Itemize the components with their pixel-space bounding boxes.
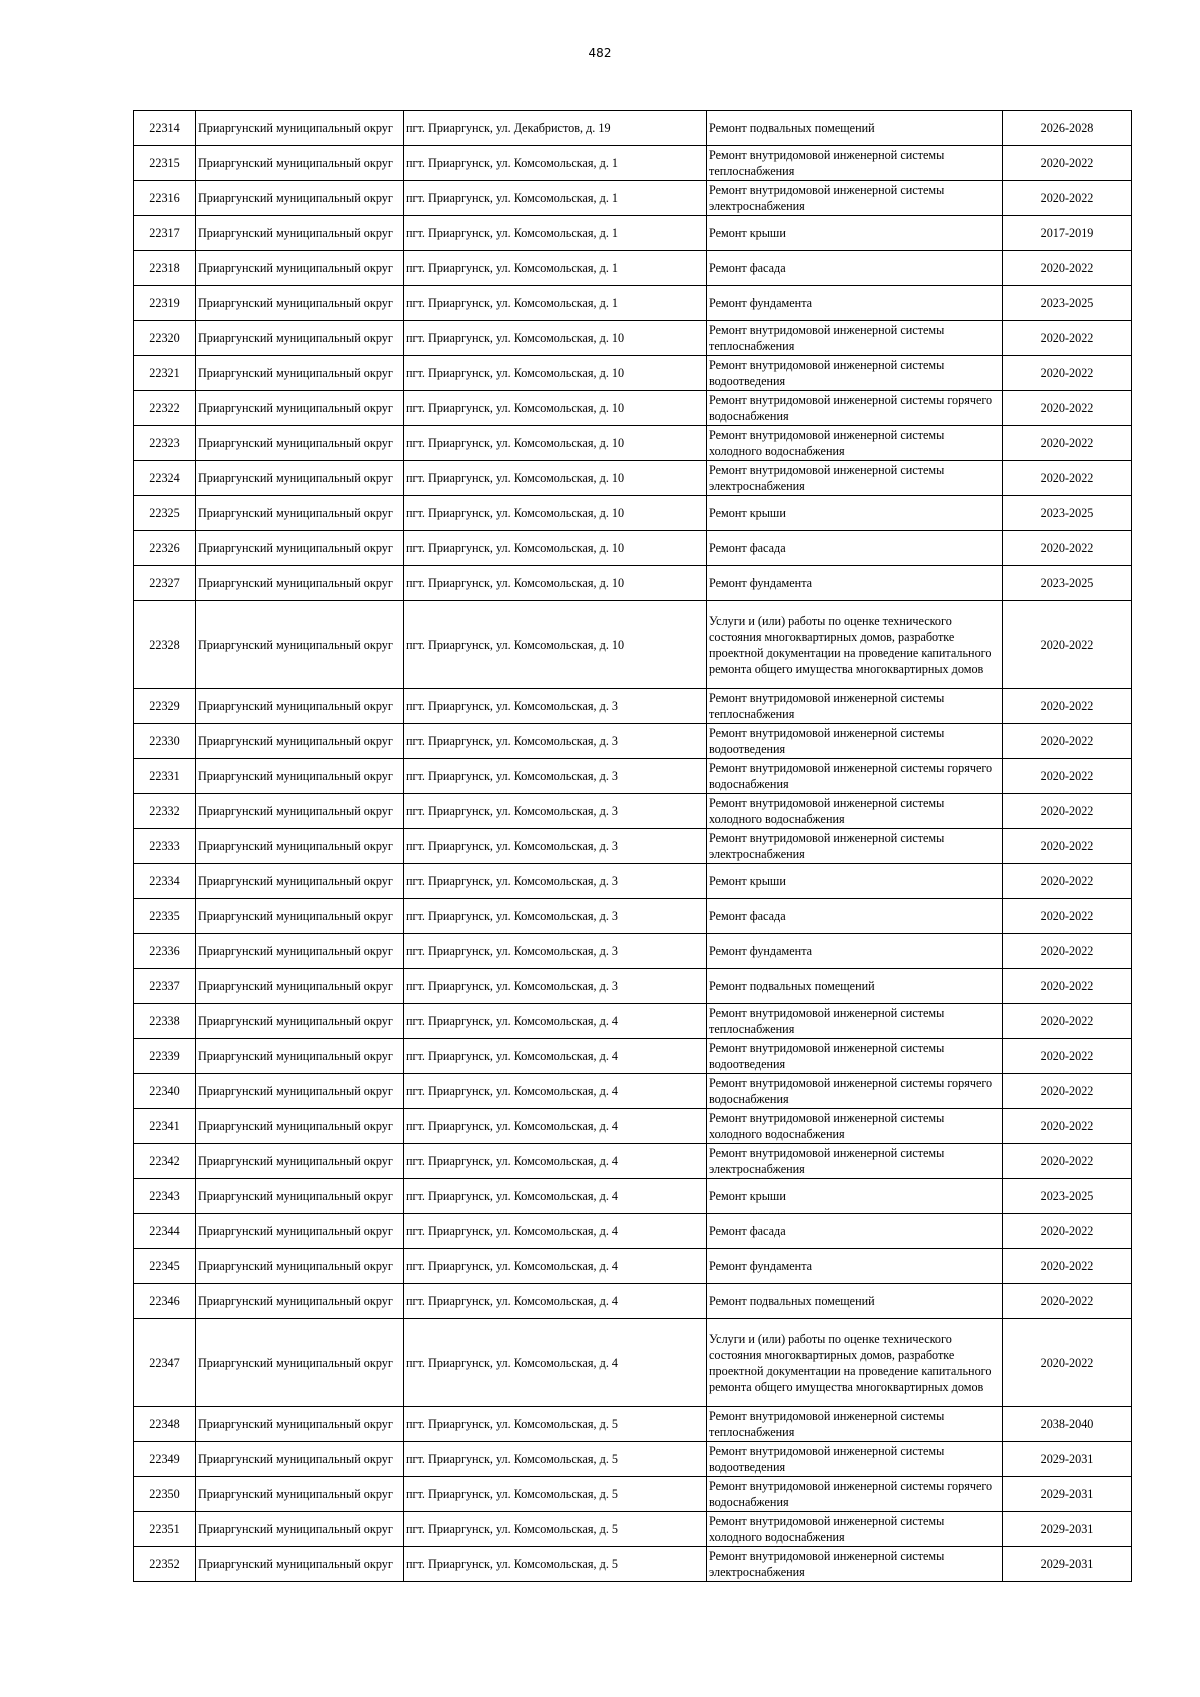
address-cell: пгт. Приаргунск, ул. Комсомольская, д. 4	[404, 1284, 707, 1319]
period-cell: 2023-2025	[1003, 566, 1132, 601]
table-row	[134, 426, 1132, 461]
row-number-cell: 22337	[134, 969, 196, 1004]
district-cell: Приаргунский муниципальный округ	[196, 1547, 404, 1582]
table-row	[134, 531, 1132, 566]
address-cell: пгт. Приаргунск, ул. Комсомольская, д. 3	[404, 864, 707, 899]
district-cell: Приаргунский муниципальный округ	[196, 1109, 404, 1144]
row-number-cell: 22327	[134, 566, 196, 601]
district-cell: Приаргунский муниципальный округ	[196, 216, 404, 251]
period-cell: 2029-2031	[1003, 1512, 1132, 1547]
work-type-cell: Ремонт внутридомовой инженерной системы электроснабжения	[707, 181, 1003, 216]
work-type-cell: Ремонт подвальных помещений	[707, 969, 1003, 1004]
period-cell: 2020-2022	[1003, 899, 1132, 934]
period-cell: 2020-2022	[1003, 601, 1132, 689]
district-cell: Приаргунский муниципальный округ	[196, 286, 404, 321]
district-cell: Приаргунский муниципальный округ	[196, 794, 404, 829]
district-cell: Приаргунский муниципальный округ	[196, 724, 404, 759]
work-type-cell: Ремонт внутридомовой инженерной системы холодного водоснабжения	[707, 1512, 1003, 1547]
table-row	[134, 934, 1132, 969]
district-cell: Приаргунский муниципальный округ	[196, 531, 404, 566]
row-number-cell: 22335	[134, 899, 196, 934]
district-cell: Приаргунский муниципальный округ	[196, 391, 404, 426]
table-row	[134, 1284, 1132, 1319]
work-type-cell: Ремонт внутридомовой инженерной системы водоотведения	[707, 1442, 1003, 1477]
period-cell: 2020-2022	[1003, 864, 1132, 899]
work-type-cell: Ремонт внутридомовой инженерной системы водоотведения	[707, 1039, 1003, 1074]
table-row	[134, 1547, 1132, 1582]
period-cell: 2020-2022	[1003, 251, 1132, 286]
address-cell: пгт. Приаргунск, ул. Комсомольская, д. 5	[404, 1547, 707, 1582]
district-cell: Приаргунский муниципальный округ	[196, 1442, 404, 1477]
row-number-cell: 22349	[134, 1442, 196, 1477]
address-cell: пгт. Приаргунск, ул. Комсомольская, д. 3	[404, 794, 707, 829]
address-cell: пгт. Приаргунск, ул. Комсомольская, д. 3	[404, 724, 707, 759]
work-type-cell: Ремонт внутридомовой инженерной системы теплоснабжения	[707, 321, 1003, 356]
row-number-cell: 22314	[134, 111, 196, 146]
work-type-cell: Ремонт крыши	[707, 496, 1003, 531]
work-type-cell: Ремонт фундамента	[707, 566, 1003, 601]
period-cell: 2020-2022	[1003, 356, 1132, 391]
period-cell: 2029-2031	[1003, 1547, 1132, 1582]
table-row	[134, 216, 1132, 251]
row-number-cell: 22341	[134, 1109, 196, 1144]
work-type-cell: Услуги и (или) работы по оценке технического состояния многоквартирных домов, разработке проектной документации на проведение капитального ремонта общего имущества многоквартирных домов	[707, 601, 1003, 689]
row-number-cell: 22323	[134, 426, 196, 461]
district-cell: Приаргунский муниципальный округ	[196, 1144, 404, 1179]
table-row	[134, 391, 1132, 426]
address-cell: пгт. Приаргунск, ул. Комсомольская, д. 3	[404, 829, 707, 864]
row-number-cell: 22343	[134, 1179, 196, 1214]
district-cell: Приаргунский муниципальный округ	[196, 356, 404, 391]
row-number-cell: 22344	[134, 1214, 196, 1249]
row-number-cell: 22325	[134, 496, 196, 531]
row-number-cell: 22342	[134, 1144, 196, 1179]
address-cell: пгт. Приаргунск, ул. Комсомольская, д. 4	[404, 1039, 707, 1074]
table-row	[134, 759, 1132, 794]
address-cell: пгт. Приаргунск, ул. Комсомольская, д. 10	[404, 391, 707, 426]
address-cell: пгт. Приаргунск, ул. Комсомольская, д. 3	[404, 689, 707, 724]
district-cell: Приаргунский муниципальный округ	[196, 864, 404, 899]
district-cell: Приаргунский муниципальный округ	[196, 1074, 404, 1109]
table-row	[134, 251, 1132, 286]
row-number-cell: 22348	[134, 1407, 196, 1442]
table-row	[134, 1249, 1132, 1284]
address-cell: пгт. Приаргунск, ул. Комсомольская, д. 5	[404, 1407, 707, 1442]
address-cell: пгт. Приаргунск, ул. Комсомольская, д. 3	[404, 969, 707, 1004]
work-type-cell: Ремонт внутридомовой инженерной системы горячего водоснабжения	[707, 391, 1003, 426]
district-cell: Приаргунский муниципальный округ	[196, 321, 404, 356]
address-cell: пгт. Приаргунск, ул. Комсомольская, д. 10	[404, 531, 707, 566]
district-cell: Приаргунский муниципальный округ	[196, 759, 404, 794]
work-type-cell: Ремонт внутридомовой инженерной системы электроснабжения	[707, 461, 1003, 496]
period-cell: 2020-2022	[1003, 461, 1132, 496]
row-number-cell: 22332	[134, 794, 196, 829]
address-cell: пгт. Приаргунск, ул. Комсомольская, д. 3	[404, 899, 707, 934]
work-type-cell: Ремонт внутридомовой инженерной системы электроснабжения	[707, 1547, 1003, 1582]
work-type-cell: Ремонт подвальных помещений	[707, 1284, 1003, 1319]
period-cell: 2020-2022	[1003, 689, 1132, 724]
period-cell: 2020-2022	[1003, 146, 1132, 181]
address-cell: пгт. Приаргунск, ул. Комсомольская, д. 1	[404, 251, 707, 286]
row-number-cell: 22326	[134, 531, 196, 566]
address-cell: пгт. Приаргунск, ул. Комсомольская, д. 4	[404, 1249, 707, 1284]
address-cell: пгт. Приаргунск, ул. Комсомольская, д. 3	[404, 934, 707, 969]
address-cell: пгт. Приаргунск, ул. Комсомольская, д. 1	[404, 181, 707, 216]
table-row	[134, 899, 1132, 934]
work-type-cell: Ремонт внутридомовой инженерной системы водоотведения	[707, 356, 1003, 391]
district-cell: Приаргунский муниципальный округ	[196, 426, 404, 461]
district-cell: Приаргунский муниципальный округ	[196, 1249, 404, 1284]
table-row	[134, 829, 1132, 864]
work-type-cell: Ремонт внутридомовой инженерной системы теплоснабжения	[707, 689, 1003, 724]
period-cell: 2023-2025	[1003, 1179, 1132, 1214]
table-row	[134, 794, 1132, 829]
row-number-cell: 22350	[134, 1477, 196, 1512]
district-cell: Приаргунский муниципальный округ	[196, 1319, 404, 1407]
address-cell: пгт. Приаргунск, ул. Комсомольская, д. 10	[404, 461, 707, 496]
district-cell: Приаргунский муниципальный округ	[196, 146, 404, 181]
work-type-cell: Ремонт внутридомовой инженерной системы холодного водоснабжения	[707, 426, 1003, 461]
period-cell: 2020-2022	[1003, 181, 1132, 216]
work-type-cell: Ремонт внутридомовой инженерной системы электроснабжения	[707, 829, 1003, 864]
work-type-cell: Ремонт крыши	[707, 864, 1003, 899]
district-cell: Приаргунский муниципальный округ	[196, 1407, 404, 1442]
table-row	[134, 601, 1132, 689]
address-cell: пгт. Приаргунск, ул. Комсомольская, д. 4	[404, 1109, 707, 1144]
row-number-cell: 22324	[134, 461, 196, 496]
district-cell: Приаргунский муниципальный округ	[196, 1179, 404, 1214]
table-row	[134, 146, 1132, 181]
address-cell: пгт. Приаргунск, ул. Комсомольская, д. 4	[404, 1004, 707, 1039]
table-row	[134, 566, 1132, 601]
district-cell: Приаргунский муниципальный округ	[196, 829, 404, 864]
table-row	[134, 321, 1132, 356]
row-number-cell: 22338	[134, 1004, 196, 1039]
table-row	[134, 1214, 1132, 1249]
table-row	[134, 969, 1132, 1004]
district-cell: Приаргунский муниципальный округ	[196, 496, 404, 531]
address-cell: пгт. Приаргунск, ул. Комсомольская, д. 10	[404, 566, 707, 601]
page-number: 482	[588, 46, 612, 60]
work-type-cell: Ремонт внутридомовой инженерной системы холодного водоснабжения	[707, 1109, 1003, 1144]
work-type-cell: Ремонт фасада	[707, 251, 1003, 286]
table-row	[134, 1477, 1132, 1512]
period-cell: 2020-2022	[1003, 1074, 1132, 1109]
row-number-cell: 22329	[134, 689, 196, 724]
period-cell: 2020-2022	[1003, 1214, 1132, 1249]
period-cell: 2020-2022	[1003, 1109, 1132, 1144]
district-cell: Приаргунский муниципальный округ	[196, 251, 404, 286]
district-cell: Приаргунский муниципальный округ	[196, 1477, 404, 1512]
row-number-cell: 22317	[134, 216, 196, 251]
district-cell: Приаргунский муниципальный округ	[196, 1214, 404, 1249]
work-type-cell: Ремонт внутридомовой инженерной системы теплоснабжения	[707, 1407, 1003, 1442]
row-number-cell: 22331	[134, 759, 196, 794]
period-cell: 2020-2022	[1003, 1144, 1132, 1179]
work-type-cell: Ремонт фундамента	[707, 934, 1003, 969]
address-cell: пгт. Приаргунск, ул. Комсомольская, д. 10	[404, 356, 707, 391]
district-cell: Приаргунский муниципальный округ	[196, 1512, 404, 1547]
period-cell: 2020-2022	[1003, 391, 1132, 426]
work-type-cell: Ремонт фасада	[707, 1214, 1003, 1249]
address-cell: пгт. Приаргунск, ул. Комсомольская, д. 10	[404, 426, 707, 461]
address-cell: пгт. Приаргунск, ул. Комсомольская, д. 1	[404, 146, 707, 181]
address-cell: пгт. Приаргунск, ул. Комсомольская, д. 10	[404, 321, 707, 356]
period-cell: 2026-2028	[1003, 111, 1132, 146]
table-row	[134, 724, 1132, 759]
table-row	[134, 1179, 1132, 1214]
address-cell: пгт. Приаргунск, ул. Комсомольская, д. 10	[404, 601, 707, 689]
work-type-cell: Ремонт внутридомовой инженерной системы теплоснабжения	[707, 1004, 1003, 1039]
address-cell: пгт. Приаргунск, ул. Комсомольская, д. 4	[404, 1319, 707, 1407]
work-type-cell: Ремонт внутридомовой инженерной системы теплоснабжения	[707, 146, 1003, 181]
address-cell: пгт. Приаргунск, ул. Комсомольская, д. 4	[404, 1074, 707, 1109]
address-cell: пгт. Приаргунск, ул. Комсомольская, д. 5	[404, 1442, 707, 1477]
row-number-cell: 22321	[134, 356, 196, 391]
district-cell: Приаргунский муниципальный округ	[196, 566, 404, 601]
period-cell: 2020-2022	[1003, 934, 1132, 969]
table-row	[134, 181, 1132, 216]
row-number-cell: 22352	[134, 1547, 196, 1582]
table-row	[134, 1004, 1132, 1039]
address-cell: пгт. Приаргунск, ул. Комсомольская, д. 5	[404, 1512, 707, 1547]
table-row	[134, 356, 1132, 391]
table-row	[134, 461, 1132, 496]
address-cell: пгт. Приаргунск, ул. Комсомольская, д. 4	[404, 1144, 707, 1179]
period-cell: 2020-2022	[1003, 1004, 1132, 1039]
table-row	[134, 1039, 1132, 1074]
district-cell: Приаргунский муниципальный округ	[196, 461, 404, 496]
table-row	[134, 496, 1132, 531]
period-cell: 2023-2025	[1003, 496, 1132, 531]
work-type-cell: Ремонт подвальных помещений	[707, 111, 1003, 146]
period-cell: 2023-2025	[1003, 286, 1132, 321]
row-number-cell: 22319	[134, 286, 196, 321]
table-row	[134, 1442, 1132, 1477]
row-number-cell: 22346	[134, 1284, 196, 1319]
row-number-cell: 22328	[134, 601, 196, 689]
district-cell: Приаргунский муниципальный округ	[196, 601, 404, 689]
district-cell: Приаргунский муниципальный округ	[196, 1039, 404, 1074]
row-number-cell: 22320	[134, 321, 196, 356]
period-cell: 2020-2022	[1003, 1039, 1132, 1074]
period-cell: 2020-2022	[1003, 321, 1132, 356]
work-type-cell: Ремонт фундамента	[707, 286, 1003, 321]
period-cell: 2020-2022	[1003, 829, 1132, 864]
period-cell: 2020-2022	[1003, 724, 1132, 759]
district-cell: Приаргунский муниципальный округ	[196, 111, 404, 146]
row-number-cell: 22330	[134, 724, 196, 759]
work-type-cell: Ремонт фасада	[707, 899, 1003, 934]
row-number-cell: 22347	[134, 1319, 196, 1407]
work-type-cell: Ремонт крыши	[707, 216, 1003, 251]
row-number-cell: 22351	[134, 1512, 196, 1547]
period-cell: 2020-2022	[1003, 759, 1132, 794]
district-cell: Приаргунский муниципальный округ	[196, 689, 404, 724]
work-type-cell: Ремонт фасада	[707, 531, 1003, 566]
table-row	[134, 1407, 1132, 1442]
address-cell: пгт. Приаргунск, ул. Комсомольская, д. 1	[404, 216, 707, 251]
district-cell: Приаргунский муниципальный округ	[196, 1004, 404, 1039]
address-cell: пгт. Приаргунск, ул. Комсомольская, д. 4	[404, 1179, 707, 1214]
district-cell: Приаргунский муниципальный округ	[196, 1284, 404, 1319]
period-cell: 2020-2022	[1003, 794, 1132, 829]
table-row	[134, 1074, 1132, 1109]
address-cell: пгт. Приаргунск, ул. Комсомольская, д. 5	[404, 1477, 707, 1512]
row-number-cell: 22315	[134, 146, 196, 181]
work-type-cell: Услуги и (или) работы по оценке технического состояния многоквартирных домов, разработке проектной документации на проведение капитального ремонта общего имущества многоквартирных домов	[707, 1319, 1003, 1407]
work-type-cell: Ремонт внутридомовой инженерной системы холодного водоснабжения	[707, 794, 1003, 829]
work-type-cell: Ремонт внутридомовой инженерной системы горячего водоснабжения	[707, 759, 1003, 794]
row-number-cell: 22340	[134, 1074, 196, 1109]
table-row	[134, 111, 1132, 146]
table-row	[134, 286, 1132, 321]
district-cell: Приаргунский муниципальный округ	[196, 181, 404, 216]
work-type-cell: Ремонт внутридомовой инженерной системы электроснабжения	[707, 1144, 1003, 1179]
work-type-cell: Ремонт фундамента	[707, 1249, 1003, 1284]
row-number-cell: 22345	[134, 1249, 196, 1284]
work-type-cell: Ремонт крыши	[707, 1179, 1003, 1214]
table-row	[134, 1512, 1132, 1547]
district-cell: Приаргунский муниципальный округ	[196, 934, 404, 969]
period-cell: 2029-2031	[1003, 1442, 1132, 1477]
address-cell: пгт. Приаргунск, ул. Комсомольская, д. 3	[404, 759, 707, 794]
period-cell: 2020-2022	[1003, 531, 1132, 566]
period-cell: 2020-2022	[1003, 1284, 1132, 1319]
table-row	[134, 1319, 1132, 1407]
work-type-cell: Ремонт внутридомовой инженерной системы горячего водоснабжения	[707, 1477, 1003, 1512]
row-number-cell: 22334	[134, 864, 196, 899]
row-number-cell: 22322	[134, 391, 196, 426]
row-number-cell: 22339	[134, 1039, 196, 1074]
period-cell: 2038-2040	[1003, 1407, 1132, 1442]
period-cell: 2020-2022	[1003, 1249, 1132, 1284]
address-cell: пгт. Приаргунск, ул. Комсомольская, д. 1	[404, 286, 707, 321]
period-cell: 2017-2019	[1003, 216, 1132, 251]
row-number-cell: 22336	[134, 934, 196, 969]
table-row	[134, 1144, 1132, 1179]
work-type-cell: Ремонт внутридомовой инженерной системы горячего водоснабжения	[707, 1074, 1003, 1109]
address-cell: пгт. Приаргунск, ул. Комсомольская, д. 4	[404, 1214, 707, 1249]
row-number-cell: 22318	[134, 251, 196, 286]
repair-schedule-table	[133, 110, 1132, 1582]
address-cell: пгт. Приаргунск, ул. Комсомольская, д. 10	[404, 496, 707, 531]
period-cell: 2020-2022	[1003, 426, 1132, 461]
table-row	[134, 864, 1132, 899]
district-cell: Приаргунский муниципальный округ	[196, 969, 404, 1004]
row-number-cell: 22333	[134, 829, 196, 864]
period-cell: 2029-2031	[1003, 1477, 1132, 1512]
table-row	[134, 1109, 1132, 1144]
row-number-cell: 22316	[134, 181, 196, 216]
table-body	[134, 111, 1132, 1582]
address-cell: пгт. Приаргунск, ул. Декабристов, д. 19	[404, 111, 707, 146]
period-cell: 2020-2022	[1003, 969, 1132, 1004]
period-cell: 2020-2022	[1003, 1319, 1132, 1407]
district-cell: Приаргунский муниципальный округ	[196, 899, 404, 934]
table-row	[134, 689, 1132, 724]
work-type-cell: Ремонт внутридомовой инженерной системы водоотведения	[707, 724, 1003, 759]
